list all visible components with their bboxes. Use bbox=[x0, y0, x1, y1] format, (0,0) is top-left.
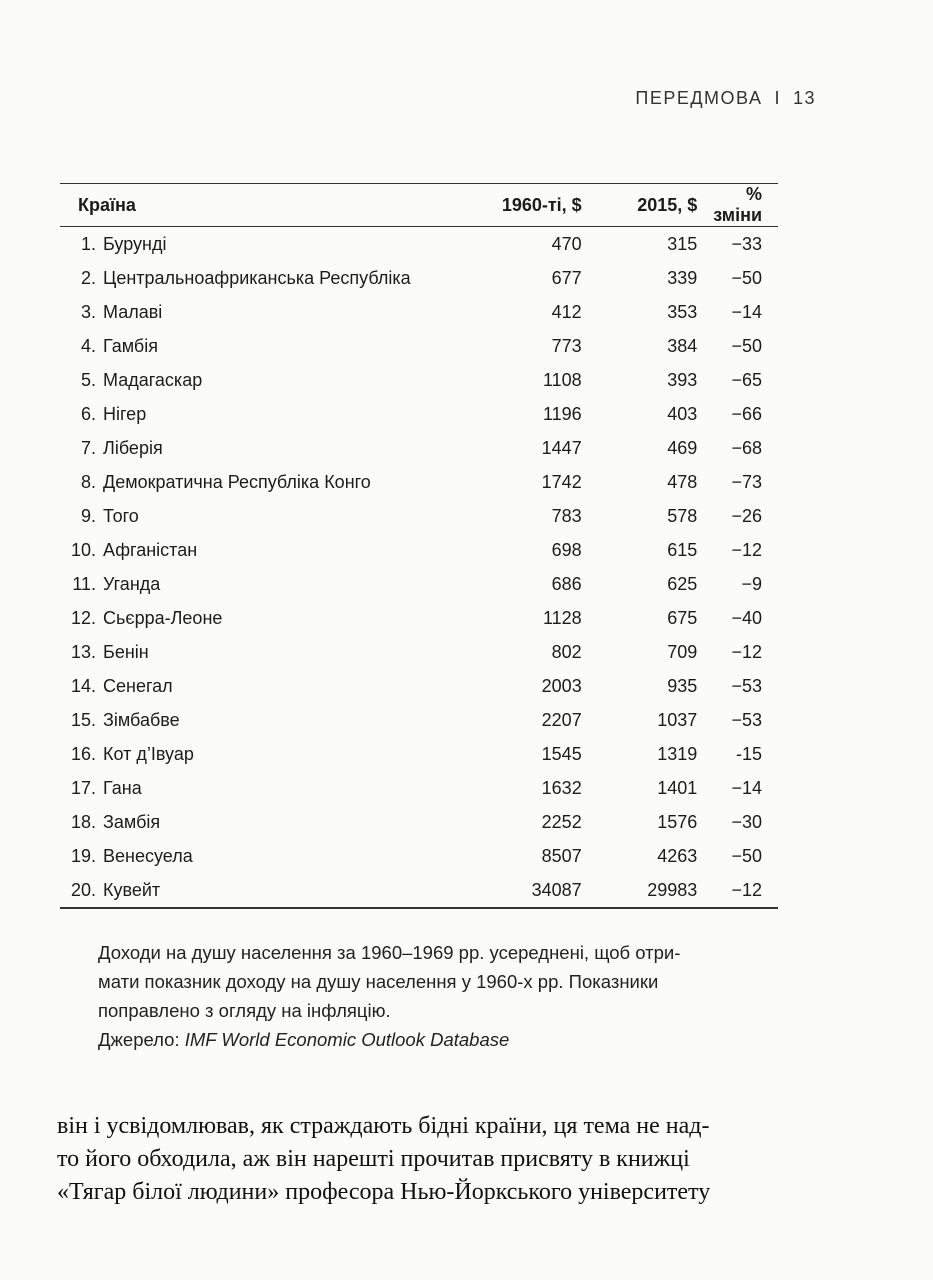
value-2015: 709 bbox=[667, 641, 698, 662]
table-row bbox=[60, 363, 778, 397]
value-change: −14 bbox=[731, 301, 762, 322]
country-cell bbox=[60, 669, 472, 703]
value-2015: 4263 bbox=[657, 845, 698, 866]
country-name: Зімбабве bbox=[103, 709, 180, 730]
rank: 10. bbox=[70, 539, 96, 560]
value-2015: 353 bbox=[667, 301, 698, 322]
value-change: −65 bbox=[731, 369, 762, 390]
income-table bbox=[60, 183, 778, 909]
table-row bbox=[60, 465, 778, 499]
col-change: % зміни bbox=[713, 184, 763, 225]
value-1960: 783 bbox=[551, 505, 582, 526]
rank: 15. bbox=[70, 709, 96, 730]
source-label: Джерело: bbox=[98, 1029, 185, 1050]
chapter-title: ПЕРЕДМОВА bbox=[635, 88, 763, 108]
value-1960: 802 bbox=[551, 641, 582, 662]
note-line: Доходи на душу населення за 1960–1969 рр. усереднені, щоб отри- bbox=[98, 942, 681, 963]
table-row bbox=[60, 805, 778, 839]
rank: 11. bbox=[72, 573, 96, 594]
value-1960: 1742 bbox=[541, 471, 582, 492]
value-change: −50 bbox=[731, 267, 762, 288]
table-row bbox=[60, 295, 778, 329]
value-2015: 403 bbox=[667, 403, 698, 424]
value-change: −33 bbox=[731, 233, 762, 254]
rank: 4. bbox=[80, 335, 96, 356]
country-cell bbox=[60, 805, 472, 839]
country-name: Сьєрра-Леоне bbox=[103, 607, 223, 628]
table-row bbox=[60, 227, 778, 262]
table-row bbox=[60, 533, 778, 567]
rank: 3. bbox=[80, 301, 96, 322]
table-row bbox=[60, 431, 778, 465]
value-1960: 773 bbox=[551, 335, 582, 356]
value-change: −12 bbox=[731, 641, 762, 662]
country-name: Кот д’Івуар bbox=[103, 743, 194, 764]
rank: 7. bbox=[80, 437, 96, 458]
rank: 8. bbox=[80, 471, 96, 492]
body-line: «Тягар білої людини» професора Нью-Йоркського університету bbox=[57, 1179, 711, 1205]
rank: 6. bbox=[80, 403, 96, 424]
rank: 16. bbox=[70, 743, 96, 764]
source-name: IMF World Economic Outlook Database bbox=[184, 1029, 510, 1050]
value-change: −68 bbox=[731, 437, 762, 458]
country-name: Бурунді bbox=[103, 233, 167, 254]
value-change: −12 bbox=[731, 539, 762, 560]
value-1960: 1447 bbox=[541, 437, 582, 458]
table-row bbox=[60, 839, 778, 873]
value-2015: 1319 bbox=[657, 743, 698, 764]
value-2015: 339 bbox=[667, 267, 698, 288]
country-cell bbox=[60, 363, 472, 397]
country-name: Замбія bbox=[103, 811, 161, 832]
value-change: −26 bbox=[731, 505, 762, 526]
table-row bbox=[60, 261, 778, 295]
col-2015: 2015, $ bbox=[637, 194, 698, 215]
country-cell bbox=[60, 533, 472, 567]
table-row bbox=[60, 703, 778, 737]
value-2015: 393 bbox=[667, 369, 698, 390]
table-row bbox=[60, 397, 778, 431]
rank: 5. bbox=[80, 369, 96, 390]
table-row bbox=[60, 669, 778, 703]
country-cell bbox=[60, 771, 472, 805]
value-change: −12 bbox=[731, 879, 762, 900]
table-note bbox=[98, 938, 798, 1054]
country-cell bbox=[60, 431, 472, 465]
value-1960: 470 bbox=[551, 233, 582, 254]
table-row bbox=[60, 567, 778, 601]
value-2015: 615 bbox=[667, 539, 698, 560]
country-name: Венесуела bbox=[103, 845, 193, 866]
value-2015: 478 bbox=[667, 471, 698, 492]
value-1960: 2207 bbox=[541, 709, 582, 730]
country-cell bbox=[60, 601, 472, 635]
value-1960: 412 bbox=[551, 301, 582, 322]
value-1960: 2252 bbox=[541, 811, 582, 832]
body-text bbox=[57, 1110, 787, 1209]
value-1960: 34087 bbox=[531, 879, 582, 900]
rank: 12. bbox=[70, 607, 96, 628]
rank: 14. bbox=[70, 675, 96, 696]
table-row bbox=[60, 329, 778, 363]
table-row bbox=[60, 737, 778, 771]
rank: 19. bbox=[70, 845, 96, 866]
country-name: Демократична Республіка Конго bbox=[103, 471, 371, 492]
body-line: то його обходила, аж він нарешті прочитав присвяту в книжці bbox=[57, 1146, 690, 1172]
country-cell bbox=[60, 567, 472, 601]
value-change: −53 bbox=[731, 675, 762, 696]
country-name: Центральноафриканська Республіка bbox=[103, 267, 411, 288]
country-cell bbox=[60, 873, 472, 908]
country-name: Того bbox=[103, 505, 139, 526]
running-header bbox=[635, 88, 816, 109]
body-line: він і усвідомлював, як страждають бідні країни, ця тема не над- bbox=[57, 1113, 710, 1139]
country-name: Гамбія bbox=[103, 335, 158, 356]
country-name: Уганда bbox=[103, 573, 161, 594]
country-cell bbox=[60, 465, 472, 499]
value-2015: 1401 bbox=[657, 777, 698, 798]
col-1960: 1960-ті, $ bbox=[501, 194, 582, 215]
value-1960: 1128 bbox=[542, 607, 582, 628]
table-header-row bbox=[60, 184, 778, 227]
country-name: Сенегал bbox=[103, 675, 173, 696]
country-cell bbox=[60, 227, 472, 262]
value-2015: 315 bbox=[667, 233, 698, 254]
value-1960: 686 bbox=[551, 573, 582, 594]
value-1960: 1632 bbox=[541, 777, 582, 798]
table-row bbox=[60, 771, 778, 805]
rank: 18. bbox=[70, 811, 96, 832]
value-2015: 675 bbox=[667, 607, 698, 628]
country-cell bbox=[60, 703, 472, 737]
value-1960: 1108 bbox=[542, 369, 582, 390]
value-change: −9 bbox=[741, 573, 762, 594]
page-number: 13 bbox=[792, 88, 816, 108]
country-cell bbox=[60, 499, 472, 533]
note-source bbox=[98, 1025, 798, 1054]
value-2015: 1037 bbox=[657, 709, 698, 730]
country-name: Афганістан bbox=[103, 539, 198, 560]
country-name: Малаві bbox=[103, 301, 163, 322]
value-1960: 8507 bbox=[541, 845, 582, 866]
value-change: −30 bbox=[731, 811, 762, 832]
country-cell bbox=[60, 295, 472, 329]
value-change: −14 bbox=[731, 777, 762, 798]
table-row bbox=[60, 499, 778, 533]
rank: 13. bbox=[70, 641, 96, 662]
note-line: поправлено з огляду на інфляцію. bbox=[98, 1000, 391, 1021]
value-change: −73 bbox=[731, 471, 762, 492]
value-2015: 935 bbox=[667, 675, 698, 696]
value-change: −66 bbox=[731, 403, 762, 424]
value-change: −50 bbox=[731, 335, 762, 356]
value-2015: 1576 bbox=[657, 811, 698, 832]
value-change: −50 bbox=[731, 845, 762, 866]
country-name: Ліберія bbox=[103, 437, 163, 458]
country-cell bbox=[60, 839, 472, 873]
value-change: −40 bbox=[731, 607, 762, 628]
value-1960: 677 bbox=[551, 267, 582, 288]
header-separator: I bbox=[774, 88, 781, 108]
country-name: Мадагаскар bbox=[103, 369, 203, 390]
value-2015: 29983 bbox=[647, 879, 698, 900]
value-2015: 625 bbox=[667, 573, 698, 594]
rank: 2. bbox=[80, 267, 96, 288]
rank: 1. bbox=[80, 233, 96, 254]
country-name: Бенін bbox=[103, 641, 149, 662]
value-1960: 2003 bbox=[541, 675, 582, 696]
country-cell bbox=[60, 737, 472, 771]
table-row bbox=[60, 601, 778, 635]
country-name: Нігер bbox=[103, 403, 147, 424]
value-change: −53 bbox=[731, 709, 762, 730]
country-cell bbox=[60, 635, 472, 669]
value-2015: 384 bbox=[667, 335, 698, 356]
country-cell bbox=[60, 329, 472, 363]
rank: 20. bbox=[70, 879, 96, 900]
country-cell bbox=[60, 397, 472, 431]
table-row bbox=[60, 873, 778, 908]
value-2015: 469 bbox=[667, 437, 698, 458]
value-1960: 1196 bbox=[542, 403, 582, 424]
rank: 17. bbox=[70, 777, 96, 798]
country-name: Гана bbox=[103, 777, 142, 798]
value-1960: 698 bbox=[551, 539, 582, 560]
table-row bbox=[60, 635, 778, 669]
note-line: мати показник доходу на душу населення у 1960-х рр. Показники bbox=[98, 971, 659, 992]
value-change: -15 bbox=[735, 743, 762, 764]
value-1960: 1545 bbox=[541, 743, 582, 764]
col-country: Країна bbox=[78, 194, 136, 215]
country-name: Кувейт bbox=[103, 879, 161, 900]
value-2015: 578 bbox=[667, 505, 698, 526]
country-cell bbox=[60, 261, 472, 295]
rank: 9. bbox=[80, 505, 96, 526]
